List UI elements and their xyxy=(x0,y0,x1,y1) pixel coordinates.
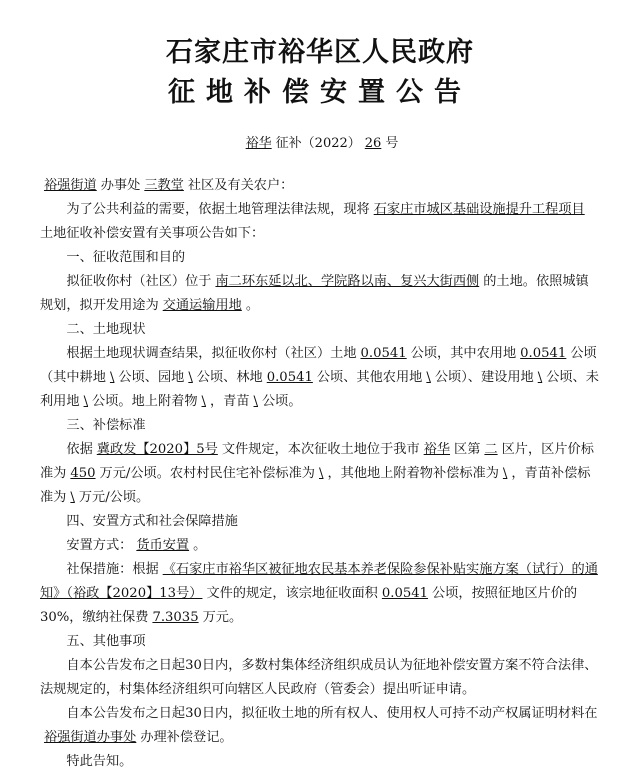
notice-body xyxy=(40,174,600,774)
section-4-heading: 四、安置方式和社会保障措施 xyxy=(66,514,238,529)
hearing-paragraph: 自本公告发布之日起30日内，多数村集体经济组织成员认为征地补偿安置方案不符合法律、法规规定的，村集体经济组织可向辖区人民政府（管委会）提出听证申请。 xyxy=(40,658,598,697)
document-number: 裕华 征补（2022） 26 号 xyxy=(245,136,399,151)
section-5-heading: 五、其他事项 xyxy=(66,634,146,649)
intro-paragraph: 为了公共利益的需要，依据土地管理法律法规，现将 石家庄市城区基础设施提升工程项目土地征收补偿安置有关事项公告如下： xyxy=(40,202,585,241)
section-2-text: 根据土地现状调查结果，拟征收你村（社区）土地 0.0541 公顷，其中农用地 0.0541 公顷（其中耕地 \ 公顷、园地 \ 公顷、林地 0.0541 公顷、其他农用地 \ 公顷）、建设用地 \ 公顷、未利用地 \ 公顷。地上附着物 \ ，青苗 \ 公顷。 xyxy=(40,346,599,409)
section-2-heading: 二、土地现状 xyxy=(66,322,146,337)
registration-paragraph: 自本公告发布之日起30日内，拟征收土地的所有权人、使用权人可持不动产权属证明材料在裕强街道办事处 办理补偿登记。 xyxy=(44,706,598,745)
government-title: 石家庄市裕华区人民政府 xyxy=(166,37,474,68)
closing-text: 特此告知。 xyxy=(66,754,133,769)
section-3-text: 依据 冀政发【2020】5号 文件规定，本次征收土地位于我市 裕华 区第 二 区片，区片价标准为 450 万元/公顷。农村村民住宅补偿标准为 \ ，其他地上附着物补偿标准为 \ ，青苗补偿标准为 \ 万元/公顷。 xyxy=(40,442,594,505)
section-1-heading: 一、征收范围和目的 xyxy=(66,250,186,265)
section-3-heading: 三、补偿标准 xyxy=(66,418,146,433)
social-security-text: 社保措施：根据 《石家庄市裕华区被征地农民基本养老保险参保补贴实施方案（试行）的通知》（裕政【2020】13号） 文件的规定，该宗地征收面积 0.0541 公顷，按照征地区片价的30%，缴纳社保费 7.3035 万元。 xyxy=(40,562,598,625)
section-1-text: 拟征收你村（社区）位于 南二环东延以北、学院路以南、复兴大街西侧 的土地。依照城镇规划，拟开发用途为 交通运输用地 。 xyxy=(40,274,589,313)
resettlement-method: 安置方式： 货币安置 。 xyxy=(66,538,207,553)
notice-title: 征地补偿安置公告 xyxy=(168,77,472,108)
addressee: 裕强街道 办事处 三教堂 社区及有关农户： xyxy=(44,178,294,193)
